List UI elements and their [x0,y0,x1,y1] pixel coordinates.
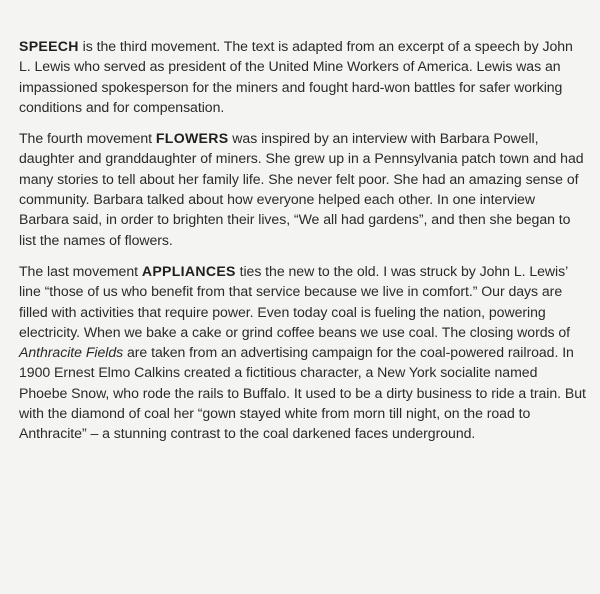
document-body [19,36,587,455]
work-title-anthracite-fields: Anthracite Fields [19,344,124,361]
paragraph-flowers-lead: The fourth movement [19,130,156,147]
keyword-flowers: FLOWERS [155,130,229,147]
paragraph-speech [19,36,587,117]
paragraph-speech-text: is the third movement. The text is adapted from an excerpt of a speech by John L. Lewis who served as president of the United Mine Workers of America. Lewis was an impassioned spokesperson for the miners and fought hard-won battles for safer working conditions and for compensation. [19,38,573,115]
paragraph-appliances [19,261,587,444]
paragraph-appliances-text: ties the new to the old. I was struck by John L. Lewis’ line “those of us who benefit from that service because we live in comfort.” Our days are filled with activities that require power. Even today coal is fueling the nation, powering electricity. When we bake a cake or grind coffee beans we use coal. The closing words of [19,262,571,340]
paragraph-appliances-lead: The last movement [19,262,142,279]
paragraph-flowers-text: was inspired by an interview with Barbara Powell, daughter and granddaughter of miners. She grew up in a Pennsylvania patch town and had many stories to tell about her family life. She never felt poor. She had an amazing sense of community. Barbara talked about how everyone helped each other. In one interview Barbara said, in order to brighten their lives, “We all had gardens”, and then she began to list the names of flowers. [19,130,584,248]
keyword-appliances: APPLIANCES [141,262,236,279]
keyword-speech: SPEECH [19,38,79,54]
paragraph-appliances-text-end: are taken from an advertising campaign for the coal-powered railroad. In 1900 Ernest Elmo Calkins created a fictitious character, a New York socialite named Phoebe Snow, who rode the rails to Buffalo. It used to be a dirty business to ride a train. But with the diamond of coal her “gown stayed white from morn till night, on the road to Anthracite” – a stunning contrast to the coal darkened faces underground. [19,344,586,442]
paragraph-flowers [19,128,587,250]
